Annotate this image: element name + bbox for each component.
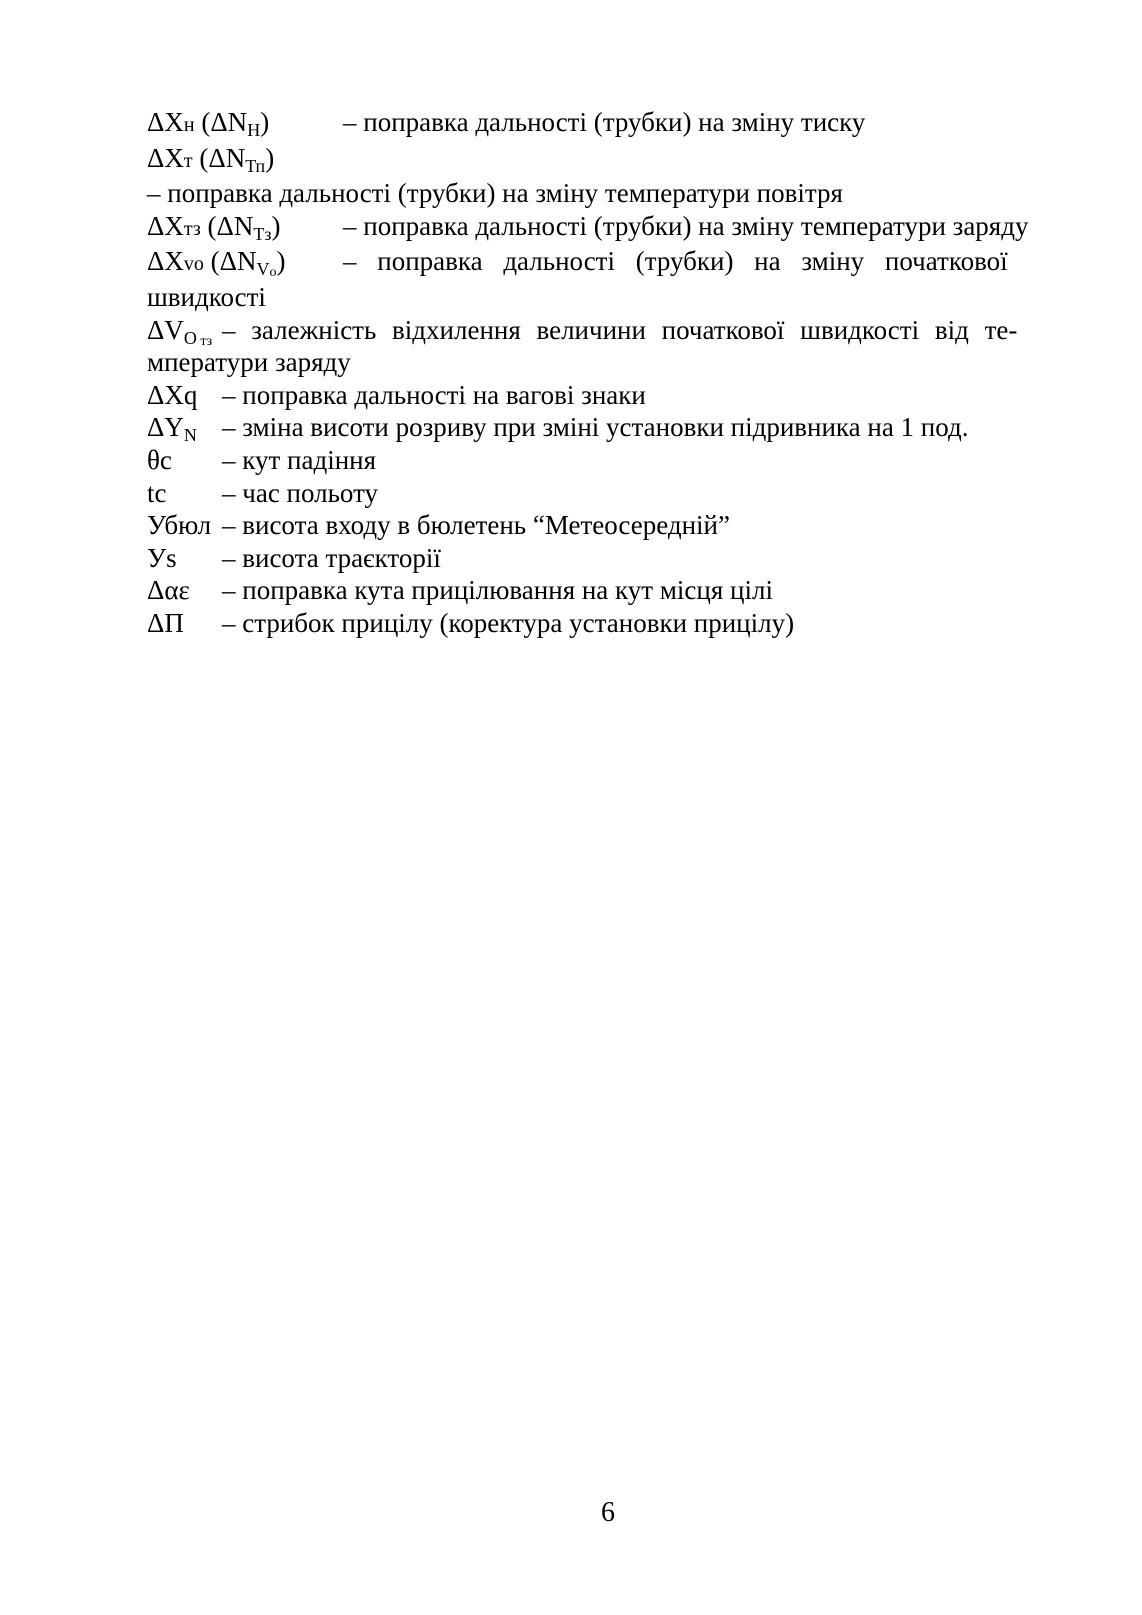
- definition-entry: [147, 477, 1029, 510]
- definitions-list: [147, 106, 1029, 640]
- symbol: [147, 444, 222, 477]
- page-number: 6: [601, 1497, 615, 1528]
- symbol-segment: vо: [183, 253, 204, 276]
- symbol-segment: Уs: [147, 542, 177, 573]
- symbol: [147, 379, 222, 412]
- symbol-segment: ΔV: [147, 314, 184, 345]
- description: [222, 543, 441, 573]
- description-line: – висота траєкторії: [222, 542, 441, 573]
- symbol-segment: О: [183, 327, 197, 348]
- symbol-segment: (ΔN: [192, 142, 246, 173]
- symbol-segment: ΔП: [147, 607, 184, 638]
- description: [222, 608, 794, 638]
- symbol-segment: тз: [183, 217, 201, 240]
- description: [222, 445, 376, 475]
- symbol-segment: tc: [147, 477, 167, 508]
- description-line: – час польоту: [222, 477, 379, 508]
- description-line: – поправка дальності (трубки) на зміну температури заряду: [343, 210, 1029, 241]
- description-line: – поправка дальності на вагові знаки: [222, 379, 646, 410]
- symbol-segment: (ΔN: [203, 246, 257, 277]
- symbol: [147, 574, 222, 607]
- symbol-segment: Н: [247, 120, 261, 140]
- definition-entry: [147, 509, 1029, 542]
- symbol-segment: V: [256, 259, 270, 280]
- definition-entry: [147, 542, 1029, 575]
- symbol-segment: ): [276, 246, 286, 277]
- symbol: [147, 477, 222, 510]
- definition-entry: [147, 444, 1029, 477]
- description-line: – поправка кута прицілювання на кут місця цілі: [222, 575, 773, 606]
- description-line: – поправка дальності (трубки) на зміну температури повітря: [147, 178, 843, 209]
- symbol-segment: N: [183, 425, 197, 446]
- description: [222, 510, 730, 540]
- symbol: [147, 314, 222, 347]
- symbol: [147, 142, 343, 178]
- symbol-segment: ΔY: [147, 412, 184, 443]
- symbol-segment: ): [260, 107, 270, 137]
- symbol-segment: θс: [147, 444, 172, 475]
- symbol-segment: (ΔN: [194, 107, 248, 137]
- symbol-segment: ): [265, 142, 275, 173]
- description: [222, 412, 968, 442]
- description-line: – кут падіння: [222, 444, 377, 475]
- symbol: [147, 245, 343, 281]
- description: [222, 478, 378, 508]
- description-line: швидкості: [147, 281, 266, 312]
- symbol: [147, 542, 222, 575]
- description-line: – залежність відхилення величини початкової швидкості від те-: [222, 314, 1018, 345]
- symbol-segment: н: [183, 114, 195, 136]
- definition-entry: [147, 379, 1029, 412]
- description-line: – стрибок прицілу (коректура установки прицілу): [222, 607, 795, 638]
- symbol-segment: ΔX: [147, 107, 184, 137]
- description: [147, 178, 843, 208]
- description-line: – поправка дальності (трубки) на зміну початкової: [343, 246, 1008, 277]
- description: [147, 315, 1017, 378]
- definition-entry: [147, 106, 1029, 142]
- symbol: [147, 509, 222, 542]
- symbol-segment: Δαε: [147, 575, 190, 606]
- description: [222, 380, 646, 410]
- definition-entry: [147, 245, 1029, 313]
- description-line: – поправка дальності (трубки) на зміну тиску: [343, 107, 866, 137]
- symbol: [147, 210, 343, 246]
- definition-entry: [147, 411, 1029, 444]
- symbol-segment: ΔX: [147, 210, 184, 241]
- symbol-segment: Тп: [245, 155, 266, 176]
- symbol-segment: о: [269, 265, 277, 281]
- symbol-segment: ΔX: [147, 142, 184, 173]
- definition-entry: [147, 142, 1029, 210]
- symbol-segment: Тз: [253, 223, 272, 244]
- symbol: [147, 106, 343, 142]
- description-line: – зміна висоти розриву при зміні установки підривника на 1 под.: [222, 412, 969, 443]
- description: [343, 107, 865, 137]
- description-line: – висота входу в бюлетень “Метеосередній”: [222, 510, 730, 541]
- description: [343, 211, 1028, 241]
- definition-entry: [147, 314, 1029, 379]
- symbol: [147, 607, 222, 640]
- description-line: мператури заряду: [147, 347, 351, 378]
- description: [222, 575, 773, 605]
- definition-entry: [147, 607, 1029, 640]
- definition-entry: [147, 574, 1029, 607]
- definition-entry: [147, 210, 1029, 246]
- symbol-segment: тз: [196, 333, 213, 349]
- symbol-segment: т: [183, 149, 193, 172]
- symbol-segment: (ΔN: [200, 210, 254, 241]
- symbol-segment: ΔX: [147, 246, 184, 277]
- symbol: [147, 411, 222, 444]
- symbol-segment: ΔXq: [147, 379, 198, 410]
- symbol-segment: ): [271, 210, 281, 241]
- symbol-segment: Убюл: [147, 510, 212, 541]
